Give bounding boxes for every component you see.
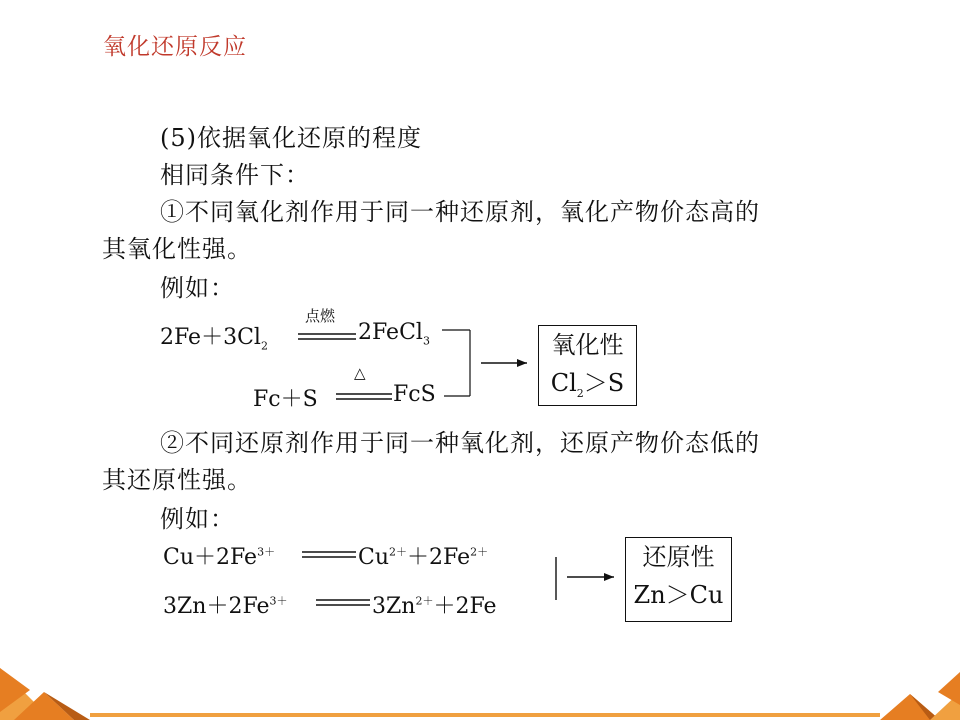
eq1b-rhs: FcS [393, 382, 436, 407]
eq2b-lhs: 3Zn＋2Fe [163, 594, 270, 619]
oxidizing-cmp-sub: 2 [576, 386, 584, 400]
eq1a-rhs: 2FeCl [358, 320, 423, 345]
reducing-box-title: 还原性 [642, 543, 715, 571]
eq2b-rhs-a-sup: 2＋ [415, 594, 434, 608]
rule2-line1: ②不同还原剂作用于同一种氧化剂，还原产物价态低的 [160, 429, 760, 457]
eq2a-rhs-a: Cu [358, 545, 390, 570]
oxidizing-box-title: 氧化性 [551, 331, 624, 359]
oxidizing-cmp-rest: ＞S [583, 369, 625, 397]
eq2a-lhs-sup: 3＋ [257, 545, 276, 559]
example1-bracket [442, 330, 470, 396]
eq1a-lhs: 2Fe＋3Cl [160, 325, 261, 350]
eq2b-rhs-a: 3Zn [372, 594, 416, 619]
eq1b-lhs: Fc＋S [253, 387, 318, 412]
eq2a-rhs-b: ＋2Fe [407, 545, 471, 570]
eq1b-condition: △ [354, 364, 366, 382]
example-label-1: 例如： [160, 274, 235, 302]
eq2a-lhs: Cu＋2Fe [163, 545, 258, 570]
decor-bottom-left [0, 668, 90, 720]
decor-bottom-right [880, 672, 960, 720]
eq2a-rhs-b-sup: 2＋ [470, 545, 489, 559]
eq1b-double-line [336, 394, 392, 399]
page-title: 氧化还原反应 [103, 34, 247, 60]
rule1-line2: 其氧化性强。 [102, 235, 252, 263]
example1-arrow [481, 359, 527, 367]
eq1a-lhs-sub: 2 [260, 339, 268, 353]
eq2a-rhs-a-sup: 2＋ [389, 545, 408, 559]
decor-bottom-bar [90, 713, 880, 717]
eq1a-condition: 点燃 [305, 307, 336, 325]
eq2b-double-line [316, 600, 370, 605]
eq2a-double-line [302, 552, 356, 557]
eq1a-rhs-sub: 3 [422, 334, 430, 348]
section-heading: (5)依据氧化还原的程度 [160, 124, 422, 152]
condition-text: 相同条件下： [160, 161, 310, 189]
eq2b-lhs-sup: 3＋ [269, 594, 288, 608]
example2-arrow [567, 573, 614, 581]
rule2-line2: 其还原性强。 [102, 466, 252, 494]
example-label-2: 例如： [160, 505, 235, 533]
rule1-line1: ①不同氧化剂作用于同一种还原剂，氧化产物价态高的 [160, 198, 760, 226]
oxidizing-cmp-a: Cl [550, 369, 577, 397]
reducing-box-compare: Zn＞Cu [633, 581, 724, 609]
eq1a-double-line [298, 334, 356, 339]
eq2b-rhs-b: ＋2Fe [433, 594, 497, 619]
